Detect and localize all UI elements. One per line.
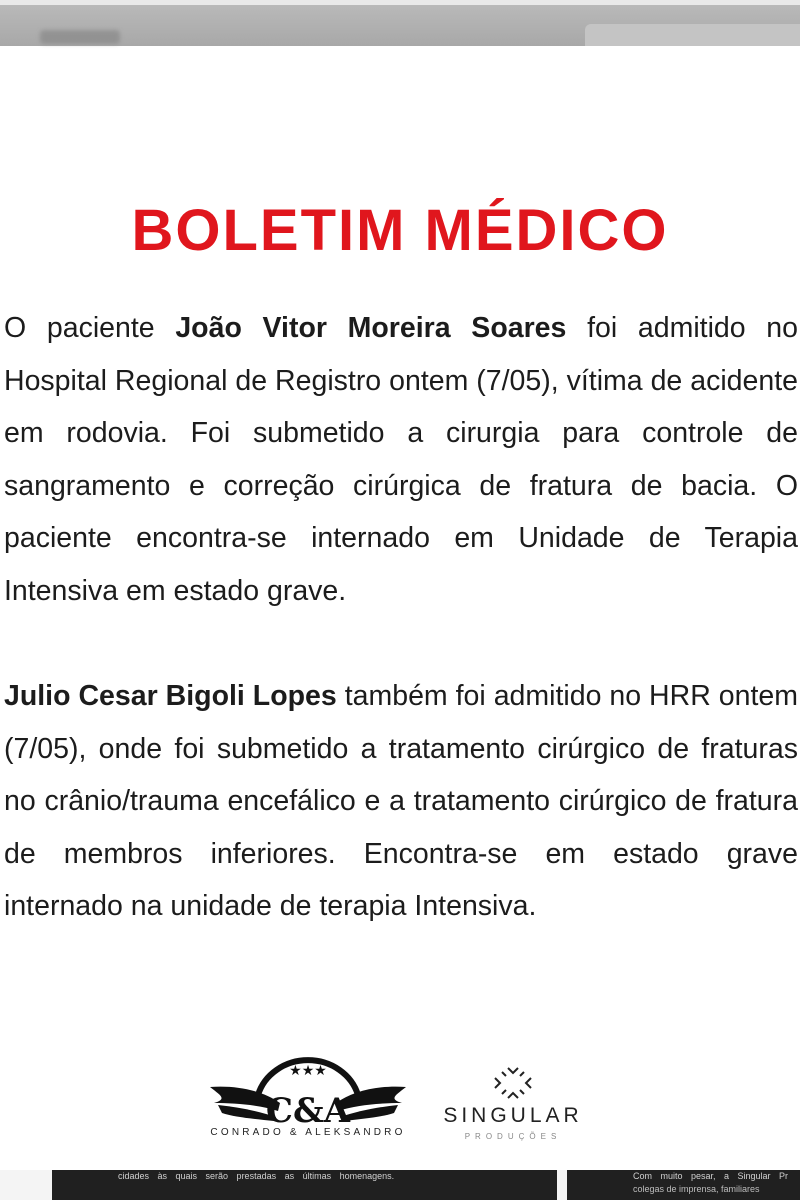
singular-producoes-logo <box>432 1064 594 1148</box>
paragraph-2-body: também foi admitido no HRR ontem (7/05), onde foi submetido a tratamento cirúrgico de fraturas no crânio/trauma encefálico e a tratamento cirúrgico de fratura de membros inferiores. Encontra-se em estado grave internado na unidade de terapia Intensiva. <box>4 680 798 922</box>
patient-name-1: João Vitor Moreira Soares <box>175 312 567 344</box>
top-cropped-bar <box>0 0 800 46</box>
conrado-aleksandro-logo <box>208 1045 408 1145</box>
singular-sub: PRODUÇÕES <box>464 1132 562 1141</box>
patient-name-2: Julio Cesar Bigoli Lopes <box>4 680 337 712</box>
singular-emblem-icon <box>432 1064 594 1102</box>
paragraph-2 <box>4 670 798 933</box>
bottom-cropped-strip <box>0 1170 800 1200</box>
bottom-left-panel <box>52 1170 557 1200</box>
ca-caption: CONRADO & ALEKSANDRO <box>210 1127 406 1138</box>
bottom-right-text: Com muito pesar, a Singular Pr <box>633 1171 789 1181</box>
bulletin-title: BOLETIM MÉDICO <box>131 198 669 263</box>
svg-text:★★★: ★★★ <box>289 1063 327 1079</box>
cropped-icons <box>40 30 120 44</box>
bottom-left-text: cidades às quais serão prestadas as últimas homenagens. <box>118 1171 395 1181</box>
paragraph-1 <box>4 302 798 617</box>
winged-emblem-icon <box>208 1045 408 1127</box>
bottom-right-panel <box>567 1170 800 1200</box>
paragraph-1-intro: O paciente <box>4 312 176 344</box>
singular-word: SINGULAR <box>443 1104 583 1127</box>
ca-monogram: C&A <box>265 1091 351 1127</box>
paragraph-1-body: foi admitido no Hospital Regional de Registro ontem (7/05), vítima de acidente em rodovia. Foi submetido a cirurgia para controle de sangramento e correção cirúrgica de fratura de bacia. O paciente encontra-se internado em Unidade de Terapia Intensiva em estado grave. <box>4 312 799 607</box>
bottom-right-text-2: colegas de imprensa, familiares <box>633 1184 760 1194</box>
cropped-panel <box>585 24 800 46</box>
